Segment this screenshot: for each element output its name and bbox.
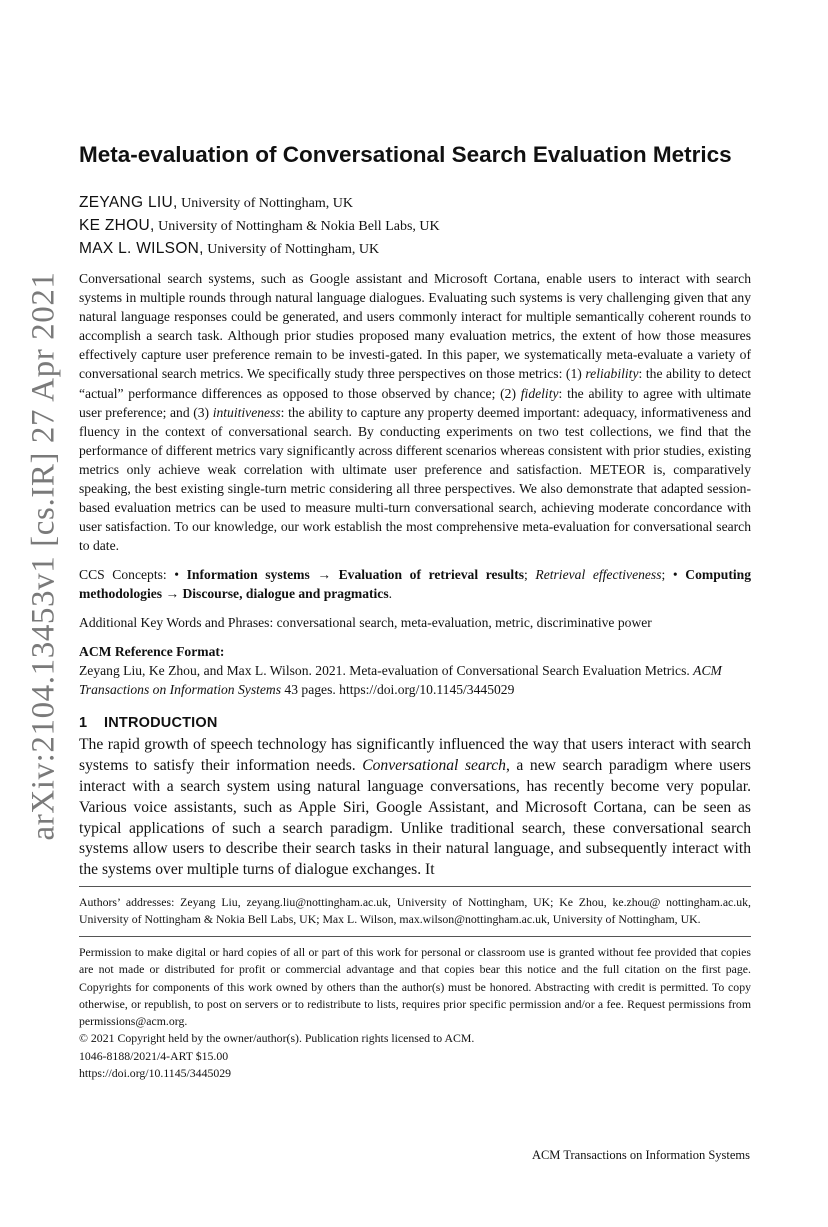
abstract-text: Conversational search systems, such as Google assistant and Microsoft Cortana, enable users to interact with search systems in multiple rounds through natural language dialogues. Evaluating such systems is very challenging given that any natural language responses could be generated, and users commonly interact for multiple semantically coherent rounds to accomplish a search task. Although prior studies proposed many evaluation metrics, the extent of how those measures effectively capture user preference remain to be investi-gated. In this paper, we systematically meta-evaluate a variety of conversational search metrics. We specifically study three perspectives on those metrics: (1) — [79, 271, 751, 382]
citation-doi: 43 pages. https://doi.org/10.1145/3445029 — [281, 682, 515, 698]
intro-paragraph — [79, 735, 751, 881]
intro-text: The rapid growth of speech technology has significantly influenced the way that users interact with search systems to satisfy their information needs. — [79, 736, 751, 775]
author-name: KE ZHOU, — [79, 217, 155, 234]
copyright-line: © 2021 Copyright held by the owner/author(s). Publication rights licensed to ACM. — [79, 1031, 475, 1046]
footnote-divider — [79, 886, 751, 887]
abstract-term: intuitiveness — [212, 404, 281, 420]
reference-citation — [79, 661, 751, 699]
intro-text: , a new search paradigm where users interact with a search system using natural language conversations, has recently become very popular. Various voice assistants, such as Apple Siri, Google Assistant, and Microsoft Cortana, can be seen as typical applications of such a search paradigm. Unlike traditional search, these conversational search systems allow users to describe their search tasks in their natural language, and subsequently interact with the systems over multiple turns of dialogue exchanges. It — [79, 757, 751, 879]
ccs-concept: Information systems → Evaluation of retrieval results — [186, 567, 525, 583]
citation-text: Zeyang Liu, Ke Zhou, and Max L. Wilson. 2021. Meta-evaluation of Conversational Search Evaluation Metrics. — [79, 663, 694, 679]
paper-page — [79, 140, 751, 1082]
ccs-concepts — [79, 565, 751, 603]
abstract — [79, 269, 751, 555]
intro-term: Conversational search — [362, 757, 506, 775]
ccs-separator: ; — [524, 567, 536, 583]
permission-divider — [79, 936, 751, 937]
authors-addresses-footnote: Authors’ addresses: Zeyang Liu, zeyang.liu@nottingham.ac.uk, University of Nottingham, UK; Ke Zhou, ke.zhou@ nottingham.ac.uk, University of Nottingham & Nokia Bell Labs, UK; Max L. Wilson, max.wilson@nottingham.ac.uk, University of Nottingham, UK. — [79, 894, 751, 926]
author-line — [79, 192, 751, 215]
paper-title: Meta-evaluation of Conversational Search Evaluation Metrics — [79, 142, 732, 167]
author-name: MAX L. WILSON, — [79, 240, 204, 257]
keywords: Additional Key Words and Phrases: conversational search, meta-evaluation, metric, discriminative power — [79, 615, 652, 631]
section-number: 1 — [79, 715, 88, 732]
abstract-text: : the ability to detect “actual” performance differences as opposed to those observed by chance; (2) — [79, 366, 751, 401]
permission-notice: Permission to make digital or hard copies of all or part of this work for personal or classroom use is granted without fee provided that copies are not made or distributed for profit or commercial advantage and that copies bear this notice and the full citation on the first page. Copyrights for components of this work owned by others than the author(s) must be honored. Abstracting with credit is permitted. To copy otherwise, or republish, to post on servers or to redistribute to lists, requires prior specific permission and/or a fee. Request permissions from permissions@acm.org. — [79, 944, 751, 1029]
ccs-end: . — [388, 586, 393, 602]
doi-line: https://doi.org/10.1145/3445029 — [79, 1066, 232, 1081]
arxiv-identifier — [0, 0, 70, 1227]
author-line — [79, 215, 751, 238]
issn-line: 1046-8188/2021/4-ART $15.00 — [79, 1048, 229, 1063]
abstract-text: : the ability to agree with ultimate user preference; and (3) — [79, 385, 751, 420]
author-affiliation: University of Nottingham & Nokia Bell Labs, UK — [154, 219, 440, 234]
abstract-text: : the ability to capture any property deemed important: adequacy, informativeness and fluency in the context of conversational search. By conducting experiments on two test collections, we find that the performance of different metrics vary significantly across different scenarios whereas consistent with prior studies, existing metrics only achieve weak correlation with ultimate user preference and satisfaction. METEOR is, comparatively speaking, the best existing single-turn metric considering all three perspectives. We also demonstrate that adapted session-based evaluation metrics can be used to measure multi-turn conversational search, achieving moderate concordance with user satisfaction. To our knowledge, our work establish the most comprehensive meta-evaluation for conversational search to date. — [79, 404, 751, 554]
ccs-concept: Retrieval effectiveness — [535, 567, 662, 583]
ccs-label: CCS Concepts: • — [79, 567, 187, 583]
permission-block — [79, 944, 751, 1082]
ccs-separator: ; • — [661, 567, 686, 583]
author-list — [79, 192, 751, 261]
author-name: ZEYANG LIU, — [79, 194, 178, 211]
author-affiliation: University of Nottingham, UK — [203, 242, 380, 257]
ccs-concept: Computing methodologies → Discourse, dialogue and pragmatics — [79, 567, 751, 602]
arxiv-id-text: arXiv:2104.13453v1 [cs.IR] 27 Apr 2021 — [25, 271, 62, 841]
author-line — [79, 238, 751, 261]
running-footer: ACM Transactions on Information Systems — [531, 1148, 750, 1162]
author-affiliation: University of Nottingham, UK — [177, 196, 353, 211]
section-heading — [79, 715, 751, 731]
abstract-term: reliability — [585, 366, 639, 382]
citation-journal: ACM Transactions on Information Systems — [79, 663, 722, 698]
section-title: INTRODUCTION — [104, 715, 218, 732]
reference-heading: ACM Reference Format: — [79, 644, 225, 660]
abstract-term: fidelity — [520, 385, 559, 401]
